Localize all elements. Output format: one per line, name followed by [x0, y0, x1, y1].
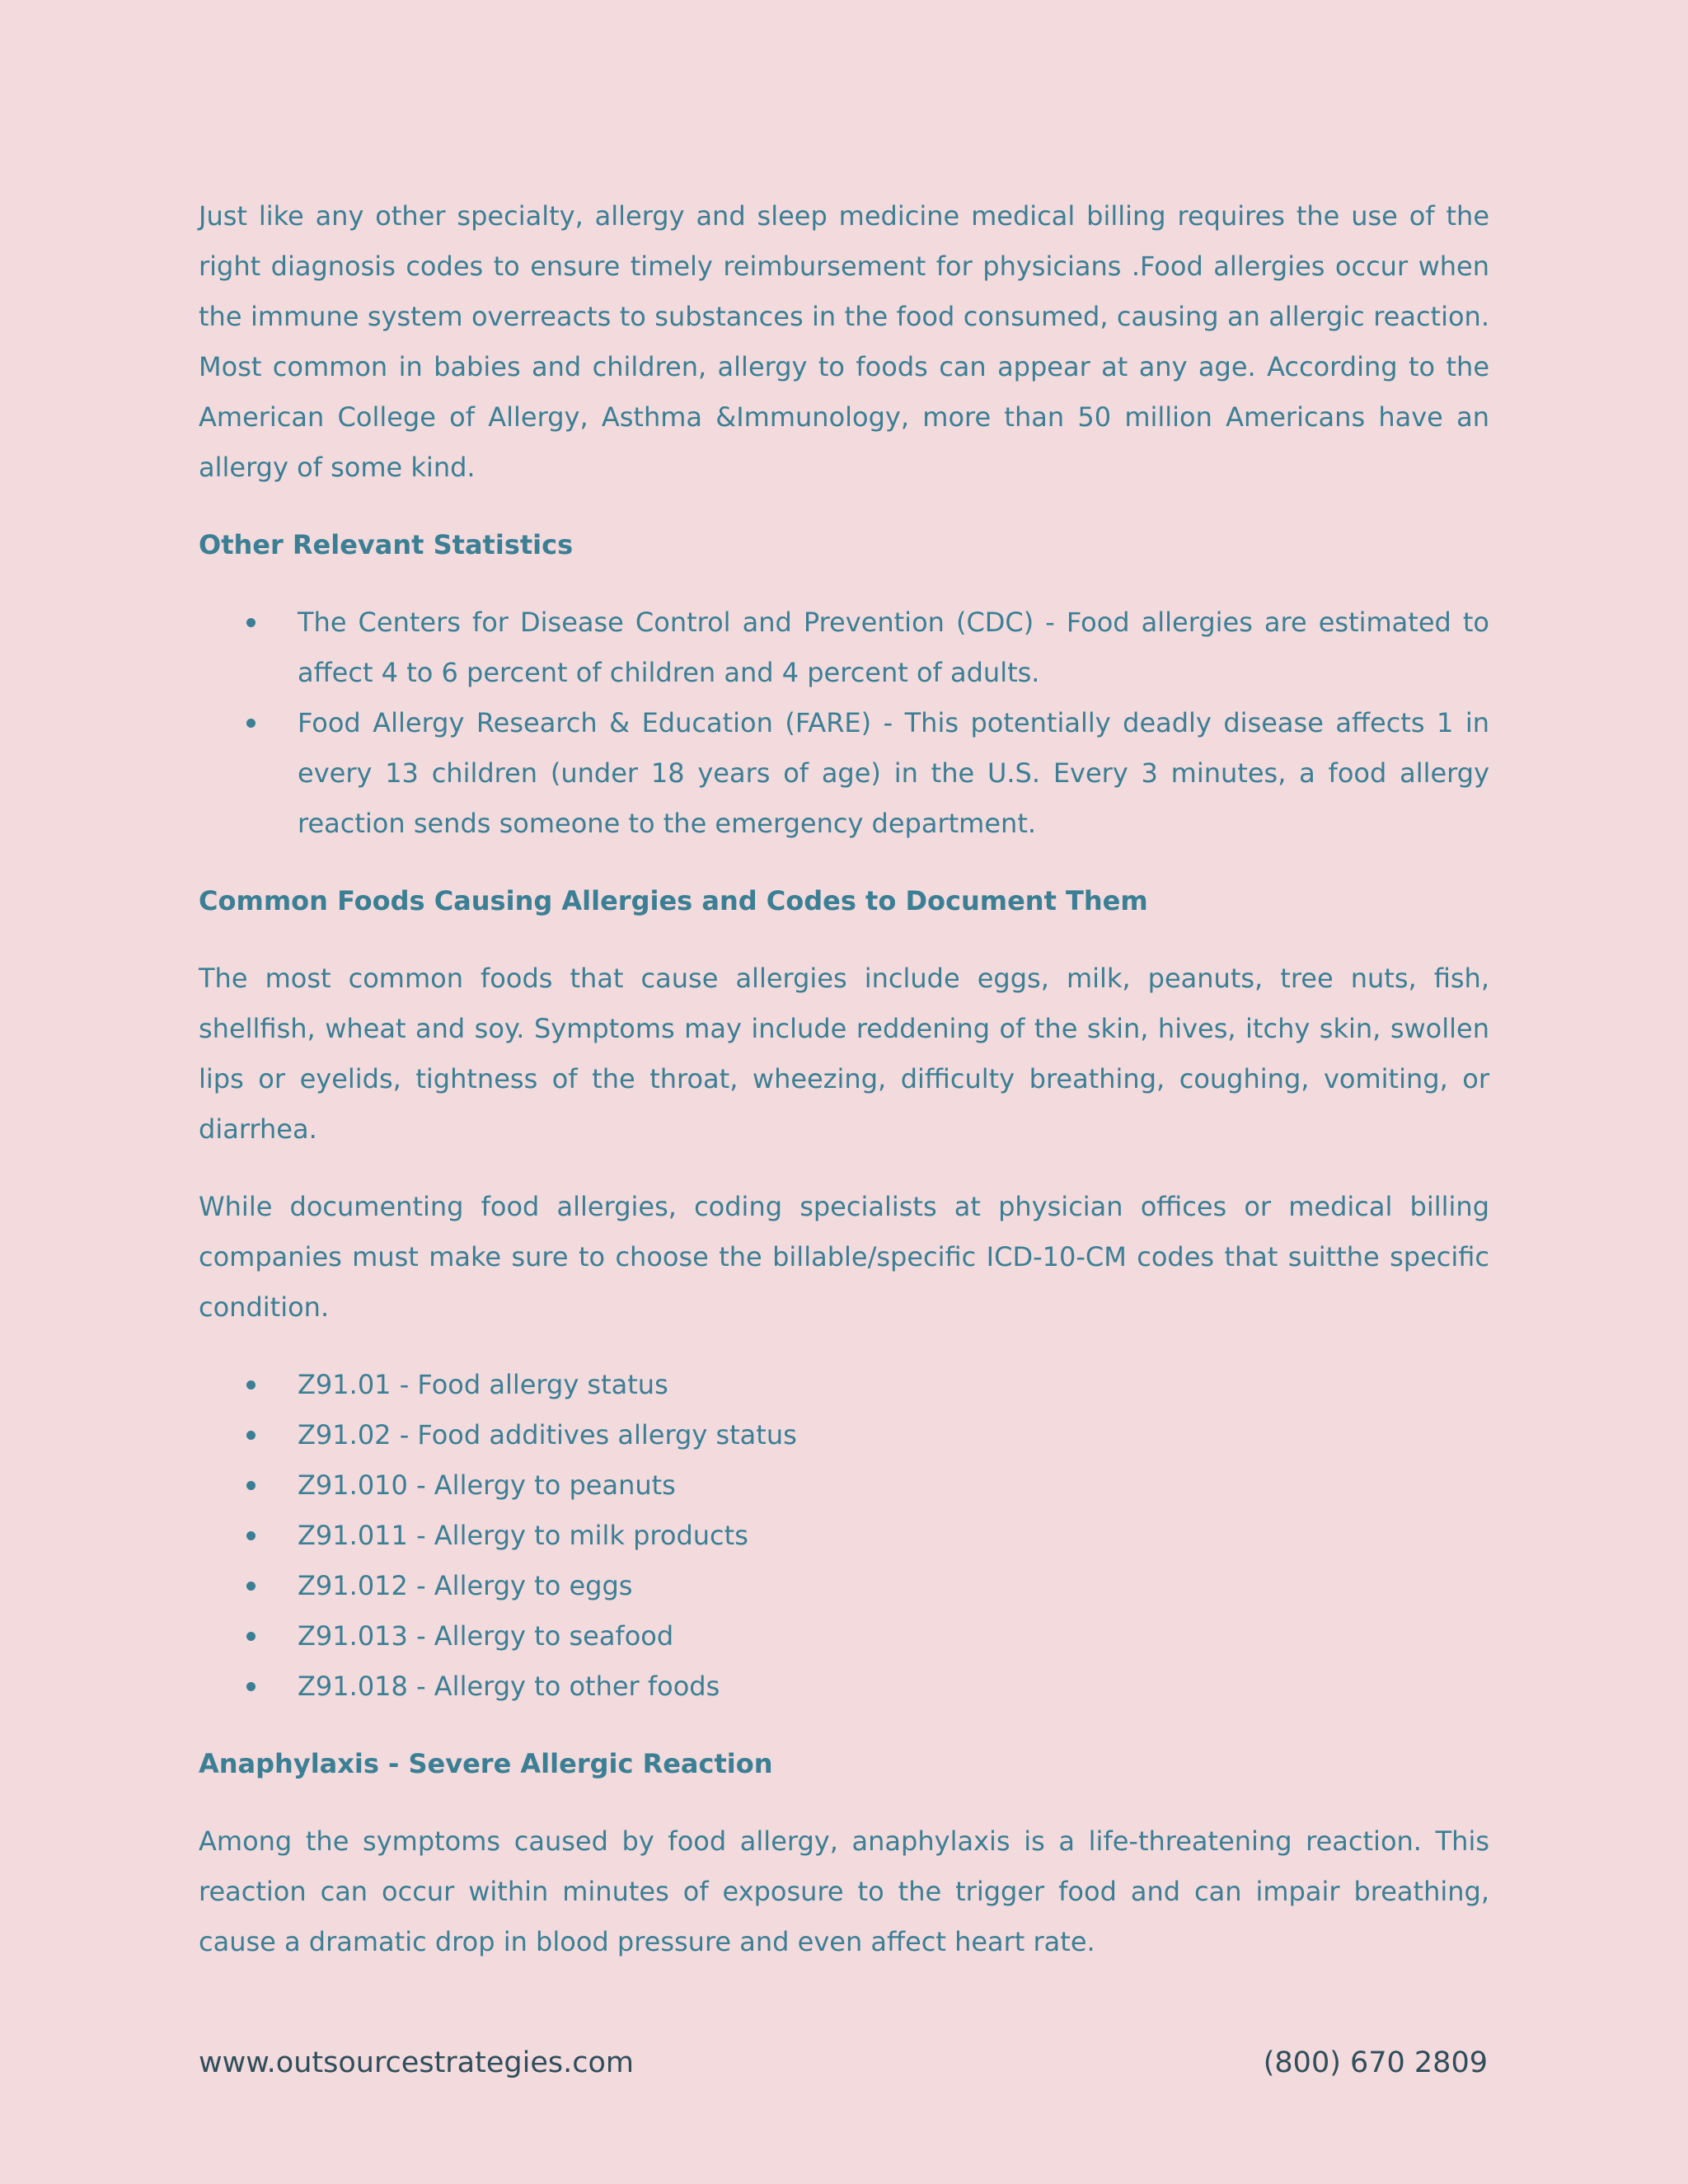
bullet-icon — [246, 1531, 256, 1540]
heading-common-foods: Common Foods Causing Allergies and Codes to Document Them — [199, 885, 1148, 916]
bullet-icon — [246, 1632, 256, 1641]
anaphylaxis-paragraph: Among the symptoms caused by food allergy, anaphylaxis is a life-threatening reaction. This reaction can occur within minutes of exposure to the trigger food and can impair breathing, cause a dramatic drop in blood pressure and even affect heart rate. — [199, 1825, 1489, 1957]
footer-phone: (800) 670 2809 — [1263, 2046, 1488, 2079]
intro-paragraph: Just like any other specialty, allergy and sleep medicine medical billing requires the use of the right diagnosis codes to ensure timely reimbursement for physicians .Food allergies occur when the immune system overreacts to substances in the food consumed, causing an allergic reaction. Most common in babies and children, allergy to foods can appear at any age. According to the American College of Allergy, Asthma &Immunology, more than 50 million Americans have an allergy of some kind. — [199, 200, 1489, 483]
bullet-icon — [246, 719, 256, 728]
list-item: Z91.013 - Allergy to seafood — [199, 1611, 1489, 1661]
heading-anaphylaxis: Anaphylaxis - Severe Allergic Reaction — [199, 1748, 773, 1779]
footer-website: www.outsourcestrategies.com — [199, 2046, 634, 2079]
bullet-icon — [246, 1380, 256, 1390]
codes-list — [199, 1360, 1489, 1712]
list-item: Z91.01 - Food allergy status — [199, 1360, 1489, 1410]
bullet-icon — [246, 1431, 256, 1440]
list-item: Z91.010 - Allergy to peanuts — [199, 1460, 1489, 1511]
list-item: Z91.018 - Allergy to other foods — [199, 1661, 1489, 1712]
bullet-icon — [246, 1481, 256, 1490]
bullet-icon — [246, 618, 256, 627]
list-item: Z91.02 - Food additives allergy status — [199, 1410, 1489, 1460]
bullet-icon — [246, 1582, 256, 1591]
bullet-icon — [246, 1682, 256, 1691]
documenting-paragraph: While documenting food allergies, coding specialists at physician offices or medical billing companies must make sure to choose the billable/specific ICD-10-CM codes that suitthe specific condition. — [199, 1191, 1489, 1323]
common-foods-paragraph: The most common foods that cause allergies include eggs, milk, peanuts, tree nuts, fish, shellfish, wheat and soy. Symptoms may include reddening of the skin, hives, itchy skin, swollen lips or eyelids, tightness of the throat, wheezing, difficulty breathing, coughing, vomiting, or diarrhea. — [199, 963, 1489, 1145]
page-footer — [199, 2042, 1488, 2083]
list-item: Z91.011 - Allergy to milk products — [199, 1511, 1489, 1561]
list-item: The Centers for Disease Control and Prevention (CDC) - Food allergies are estimated to affect 4 to 6 percent of children and 4 percent of adults. — [199, 598, 1489, 698]
list-item: Food Allergy Research & Education (FARE) - This potentially deadly disease affects 1 in every 13 children (under 18 years of age) in the U.S. Every 3 minutes, a food allergy reaction sends someone to the emergency department. — [199, 698, 1489, 849]
statistics-list — [199, 598, 1489, 849]
heading-other-statistics: Other Relevant Statistics — [199, 529, 574, 560]
list-item: Z91.012 - Allergy to eggs — [199, 1561, 1489, 1611]
document-body — [199, 191, 1489, 1994]
